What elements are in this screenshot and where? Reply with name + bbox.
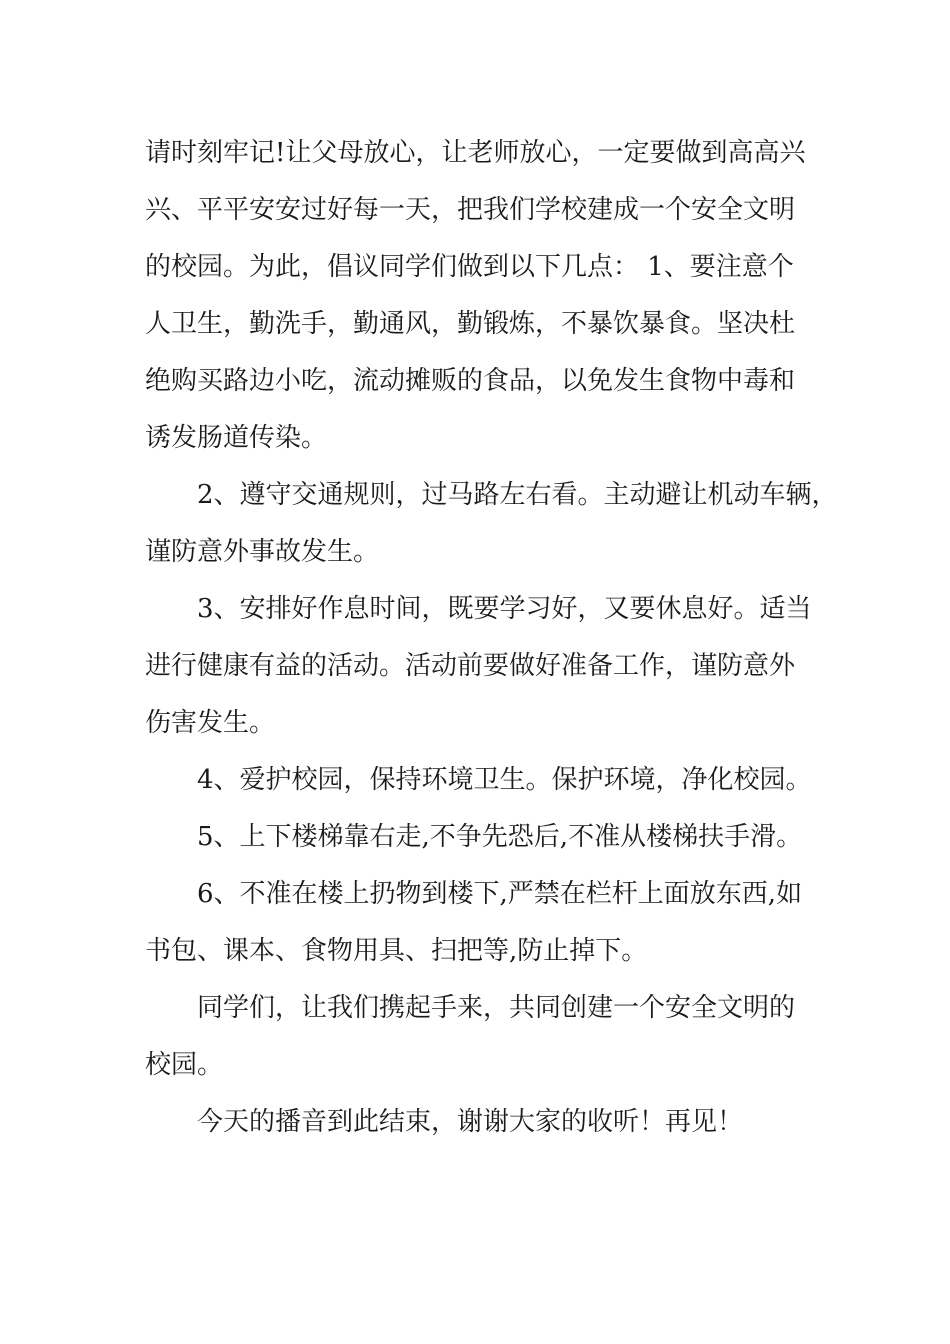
- text-line: 6、不准在楼上扔物到楼下,严禁在栏杆上面放东西,如: [197, 879, 803, 909]
- text-line: 人卫生，勤洗手，勤通风，勤锻炼，不暴饮暴食。坚决杜: [145, 309, 796, 339]
- text-line: 3、安排好作息时间，既要学习好，又要休息好。适当: [197, 594, 812, 624]
- text-line: 同学们，让我们携起手来，共同创建一个安全文明的: [197, 993, 796, 1023]
- text-line: 诱发肠道传染。: [145, 423, 328, 453]
- text-line: 请时刻牢记!让父母放心，让老师放心，一定要做到高高兴: [145, 138, 806, 168]
- text-line: 校园。: [145, 1050, 224, 1080]
- text-line: 绝购买路边小吃，流动摊贩的食品，以免发生食物中毒和: [145, 366, 796, 396]
- text-line: 2、遵守交通规则，过马路左右看。主动避让机动车辆，: [197, 480, 838, 510]
- text-line: 的校园。为此，倡议同学们做到以下几点： 1、要注意个: [145, 252, 794, 282]
- text-line: 5、上下楼梯靠右走,不争先恐后,不准从楼梯扶手滑。: [197, 822, 803, 852]
- text-line: 伤害发生。: [145, 708, 276, 738]
- text-line: 4、爱护校园，保持环境卫生。保护环境，净化校园。: [197, 765, 812, 795]
- text-line: 进行健康有益的活动。活动前要做好准备工作，谨防意外: [145, 651, 796, 681]
- text-line: 谨防意外事故发生。: [145, 537, 380, 567]
- text-line: 书包、课本、食物用具、扫把等,防止掉下。: [145, 936, 648, 966]
- text-line: 兴、平平安安过好每一天，把我们学校建成一个安全文明: [145, 195, 796, 225]
- text-line: 今天的播音到此结束，谢谢大家的收听！再见！: [197, 1107, 744, 1137]
